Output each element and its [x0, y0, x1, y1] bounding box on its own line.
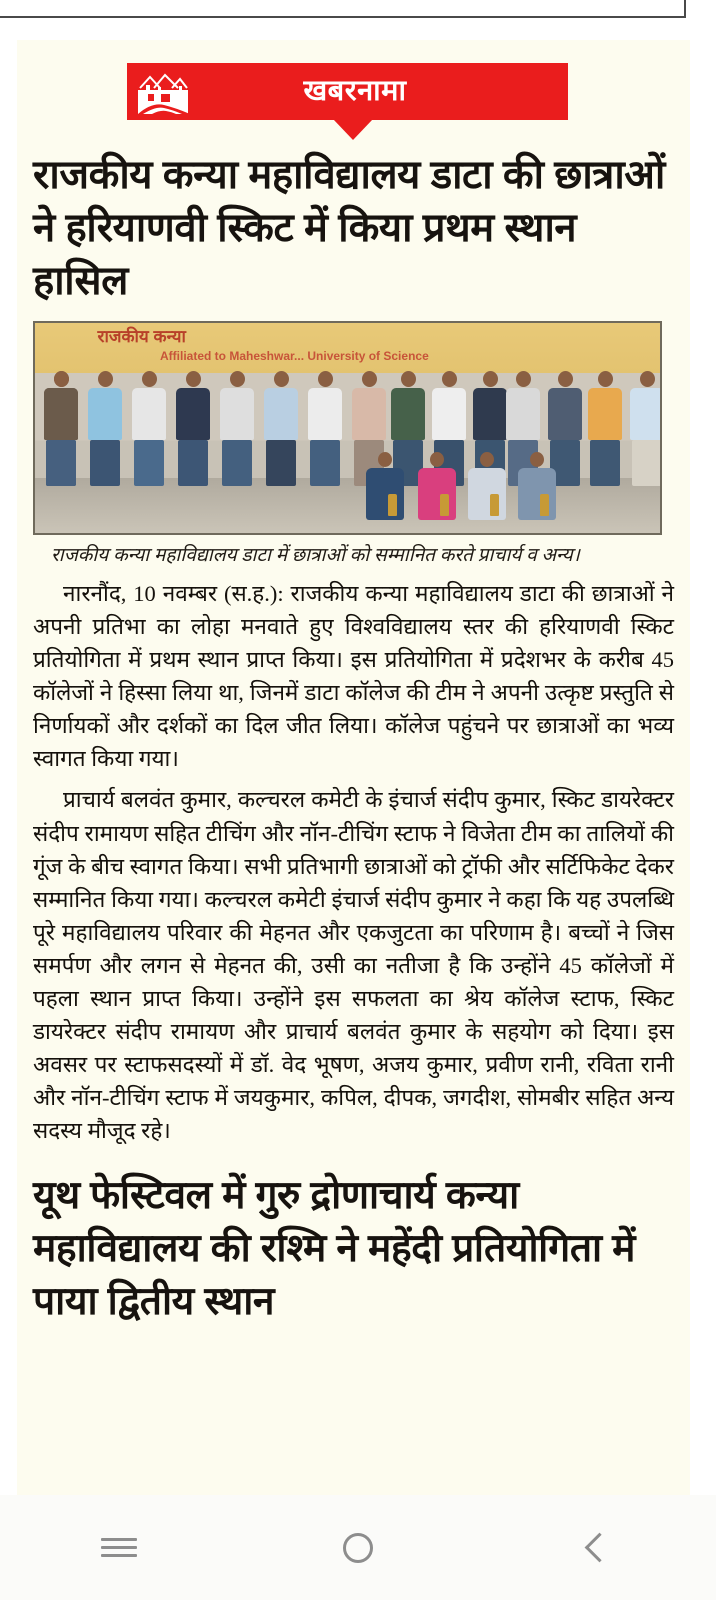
next-article-headline: यूथ फेस्टिवल में गुरु द्रोणाचार्य कन्या महाविद्यालय की रश्मि ने महेंदी प्रतियोगिता में पाया द्वितीय स्थान: [33, 1174, 636, 1324]
trophy-icon: [388, 494, 397, 516]
photo-banner-text-primary: राजकीय कन्या: [97, 326, 186, 346]
photo-person: [87, 371, 123, 486]
article-paragraph: नारनौंद, 10 नवम्बर (स.ह.): राजकीय कन्या महाविद्यालय डाटा की छात्राओं ने अपनी प्रतिभा का लोहा मनवाते हुए विश्वविद्यालय स्तर की हरियाणवी स्किट प्रतियोगिता में प्रथम स्थान प्राप्त किया। इस प्रतियोगिता में प्रदेशभर के करीब 45 कॉलेजों ने हिस्सा लिया था, जिनमें डाटा कॉलेज की टीम ने अपनी उत्कृष्ट प्रस्तुति से निर्णायकों और दर्शकों का दिल जीत लिया। कॉलेज पहुंचने पर छात्राओं का भव्य स्वागत किया गया।: [33, 581, 674, 772]
photo-awardee: [467, 452, 507, 520]
photo-caption: राजकीय कन्या महाविद्यालय डाटा में छात्राओं को सम्मानित करते प्राचार्य व अन्य।: [51, 544, 580, 566]
newspaper-page[interactable]: [17, 40, 690, 1495]
back-button[interactable]: [477, 1495, 716, 1600]
photo-person: [175, 371, 211, 486]
photo-person: [263, 371, 299, 486]
trophy-icon: [540, 494, 549, 516]
recents-button[interactable]: [0, 1495, 239, 1600]
photo-awardee: [517, 452, 557, 520]
masthead-banner: [127, 63, 568, 120]
masthead-pointer: [333, 119, 373, 140]
photo-awardee: [365, 452, 405, 520]
photo-person: [131, 371, 167, 486]
home-icon: [343, 1533, 373, 1563]
photo-awardee: [417, 452, 457, 520]
masthead-title: खबरनामा: [303, 75, 407, 107]
photo-person: [587, 371, 623, 486]
back-icon: [585, 1533, 615, 1563]
article-photo-image: [35, 323, 660, 533]
masthead-banner-wrapper: [17, 63, 690, 139]
article-paragraph: प्राचार्य बलवंत कुमार, कल्चरल कमेटी के इंचार्ज संदीप कुमार, स्किट डायरेक्टर संदीप रामायण सहित टीचिंग और नॉन-टीचिंग स्टाफ ने विजेता टीम का तालियों की गूंज के बीच स्वागत किया। सभी प्रतिभागी छात्राओं को ट्रॉफी और सर्टिफिकेट देकर सम्मानित किया गया। कल्चरल कमेटी इंचार्ज संदीप कुमार ने कहा कि यह उपलब्धि पूरे महाविद्यालय परिवार की मेहनत और एकजुटता का परिणाम है। बच्चों ने जिस समर्पण और लगन से मेहनत की, उसी का नतीजा है कि उन्होंने 45 कॉलेजों में पहला स्थान प्राप्त किया। उन्होंने इस सफलता का श्रेय कॉलेज स्टाफ, स्किट डायरेक्टर संदीप रामायण और प्राचार्य बलवंत कुमार के सहयोग को दिया। इस अवसर पर स्टाफसदस्यों में डॉ. वेद भूषण, अजय कुमार, प्रवीण रानी, रविता रानी और नॉन-टीचिंग स्टाफ में जयकुमार, कपिल, दीपक, जगदीश, सोमबीर सहित अन्य सदस्य मौजूद रहे।: [33, 787, 674, 1144]
article-photo: [33, 321, 662, 535]
android-navigation-bar: [0, 1495, 716, 1600]
home-button[interactable]: [239, 1495, 478, 1600]
trophy-icon: [490, 494, 499, 516]
trophy-icon: [440, 494, 449, 516]
recents-icon: [101, 1533, 137, 1562]
photo-person: [219, 371, 255, 486]
photo-backdrop-banner: [35, 323, 660, 373]
photo-person: [307, 371, 343, 486]
houses-logo-icon: [134, 68, 190, 115]
photo-person: [43, 371, 79, 486]
photo-banner-text-secondary: Affiliated to Maheshwar... University of Science: [160, 348, 429, 363]
photo-person: [629, 371, 662, 486]
scrolled-card-top-edge: [0, 0, 716, 24]
previous-card-bottom-border: [0, 0, 686, 18]
article-headline: राजकीय कन्या महाविद्यालय डाटा की छात्राओं ने हरियाणवी स्किट में किया प्रथम स्थान हासिल: [33, 153, 665, 304]
